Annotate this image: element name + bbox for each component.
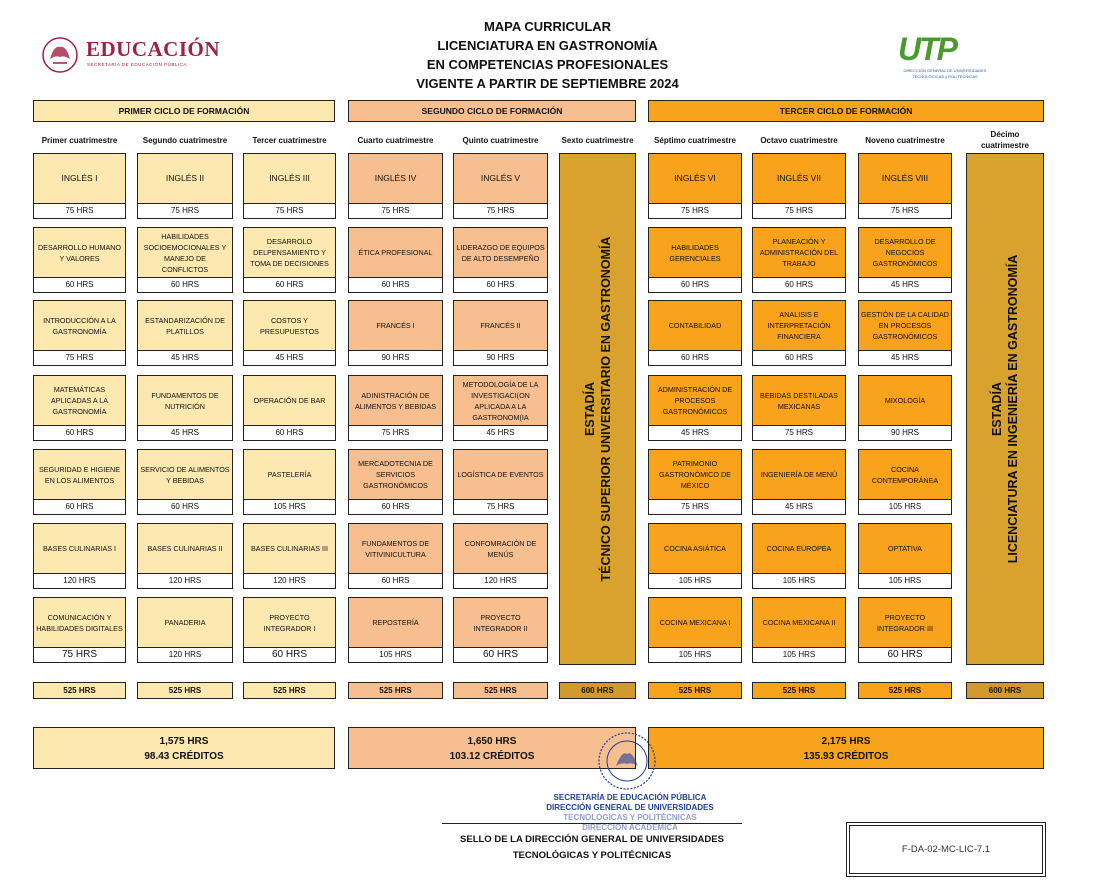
cycle-header-1: PRIMER CICLO DE FORMACIÓN [33, 100, 335, 122]
total-hours-1: 525 HRS [33, 682, 126, 699]
subject-hours: 90 HRS [348, 350, 443, 366]
seal-line-4: DIRECCIÓN ACADÉMICA [582, 823, 678, 832]
subject-hours: 75 HRS [137, 203, 233, 219]
utp-logo-subtitle-2: TECNOLÓGICAS y POLITÉCNICAS [912, 74, 978, 79]
signature-line [442, 823, 742, 824]
subject-cell: INGLÉS V [453, 153, 548, 203]
column-header-4: Cuarto cuatrimestre [357, 135, 434, 145]
subject-hours: 120 HRS [137, 573, 233, 589]
summary-cycle-1 [33, 727, 335, 769]
subject-hours: 105 HRS [858, 573, 952, 589]
subject-hours: 60 HRS [243, 425, 336, 441]
column-header-6: Sexto cuatrimestre [561, 135, 634, 145]
subject-hours: 105 HRS [243, 499, 336, 515]
subject-cell: DESARROLO DELPENSAMIENTO Y TOMA DE DECISIONES [243, 227, 336, 277]
subject-hours: 75 HRS [648, 499, 742, 515]
subject-hours: 60 HRS [348, 277, 443, 293]
subject-hours: 60 HRS [348, 573, 443, 589]
subject-cell: PASTELERÍA [243, 449, 336, 499]
subject-cell: CONTABILIDAD [648, 300, 742, 350]
subject-cell: PROYECTO INTEGRADOR I [243, 597, 336, 647]
seal-text [540, 793, 720, 833]
subject-cell: INGLÉS II [137, 153, 233, 203]
subject-hours: 60 HRS [348, 499, 443, 515]
cycle-header-3: TERCER CICLO DE FORMACIÓN [648, 100, 1044, 122]
subject-hours: 75 HRS [243, 203, 336, 219]
subject-hours: 75 HRS [348, 203, 443, 219]
subject-hours: 75 HRS [33, 203, 126, 219]
subject-hours: 105 HRS [348, 647, 443, 663]
seal-line-1: SECRETARÍA DE EDUCACIÓN PÚBLICA [553, 793, 707, 802]
subject-hours: 45 HRS [453, 425, 548, 441]
subject-cell: PANADERIA [137, 597, 233, 647]
total-hours-2: 525 HRS [137, 682, 233, 699]
column-header-9: Noveno cuatrimestre [865, 135, 945, 145]
subject-hours: 60 HRS [858, 647, 952, 663]
subject-cell: SEGURIDAD E HIGIENE EN LOS ALIMENTOS [33, 449, 126, 499]
subject-cell: CONFOMRACIÓN DE MENÚS [453, 523, 548, 573]
subject-cell: HABILIDADES SOCIOEMOCIONALES Y MANEJO DE CONFLICTOS [137, 227, 233, 277]
subject-hours: 105 HRS [648, 573, 742, 589]
subject-cell: FRANCÉS II [453, 300, 548, 350]
subject-hours: 75 HRS [33, 647, 126, 663]
subject-cell: INGLÉS VII [752, 153, 846, 203]
summary-cycle-1-hours: 1,575 HRS [159, 736, 209, 747]
subject-hours: 105 HRS [648, 647, 742, 663]
subject-hours: 75 HRS [348, 425, 443, 441]
subject-hours: 60 HRS [243, 277, 336, 293]
doc-code: F-DA-02-MC-LIC-7.1 [849, 825, 1043, 874]
subject-cell: OPTATIVA [858, 523, 952, 573]
subject-cell: INGLÉS I [33, 153, 126, 203]
summary-cycle-3 [648, 727, 1044, 769]
subject-cell: REPOSTERÍA [348, 597, 443, 647]
subject-cell: PLANEACIÓN Y ADMINISTRACIÓN DEL TRABAJO [752, 227, 846, 277]
estadia-licenciatura [966, 153, 1044, 665]
subject-hours: 105 HRS [752, 573, 846, 589]
utp-logo-text: UTP [898, 31, 956, 67]
subject-hours: 120 HRS [137, 647, 233, 663]
subject-hours: 75 HRS [752, 425, 846, 441]
subject-cell: COMUNICACIÓN Y HABILIDADES DIGITALES [33, 597, 126, 647]
document-title [300, 17, 795, 93]
seal-line-3: TECNOLÓGICAS Y POLITÉCNICAS [563, 813, 697, 822]
cycle-header-2: SEGUNDO CICLO DE FORMACIÓN [348, 100, 636, 122]
subject-cell: ANALISIS E INTERPRETACIÓN FINANCIERA [752, 300, 846, 350]
subject-hours: 60 HRS [453, 277, 548, 293]
sep-logo-subtitle: SECRETARÍA DE EDUCACIÓN PÚBLICA [87, 62, 187, 67]
subject-cell: ADMINISTRACIÓN DE PROCESOS GASTRONÓMICOS [648, 375, 742, 425]
subject-hours: 90 HRS [858, 425, 952, 441]
estadia-tsu-label: ESTADÍA TÉCNICO SUPERIOR UNIVERSITARIO EN GASTRONOMÍA [582, 236, 613, 582]
subject-cell: PROYECTO INTEGRADOR III [858, 597, 952, 647]
subject-cell: COCINA CONTEMPORÁNEA [858, 449, 952, 499]
subject-cell: INGLÉS III [243, 153, 336, 203]
subject-hours: 60 HRS [648, 350, 742, 366]
column-header-7: Séptimo cuatrimestre [654, 135, 736, 145]
subject-cell: PATRIMONIO GASTRONÓMICO DE MÉXICO [648, 449, 742, 499]
subject-hours: 60 HRS [137, 277, 233, 293]
subject-cell: LOGÍSTICA DE EVENTOS [453, 449, 548, 499]
subject-cell: DESARROLLO DE NEGOCIOS GASTRONÓMICOS [858, 227, 952, 277]
subject-hours: 75 HRS [33, 350, 126, 366]
total-hours-10: 600 HRS [966, 682, 1044, 699]
subject-cell: COCINA ASIÁTICA [648, 523, 742, 573]
sep-logo-text: EDUCACIÓN [86, 37, 221, 61]
subject-hours: 75 HRS [453, 203, 548, 219]
subject-hours: 60 HRS [453, 647, 548, 663]
subject-hours: 60 HRS [33, 277, 126, 293]
official-seal-icon [592, 730, 662, 792]
total-hours-8: 525 HRS [752, 682, 846, 699]
column-header-10: Décimo cuatrimestre [980, 130, 1030, 150]
subject-hours: 60 HRS [243, 647, 336, 663]
subject-cell: BASES CULINARIAS II [137, 523, 233, 573]
column-header-5: Quinto cuatrimestre [462, 135, 539, 145]
subject-hours: 60 HRS [33, 425, 126, 441]
subject-cell: BASES CULINARIAS I [33, 523, 126, 573]
subject-cell: OPERACIÓN DE BAR [243, 375, 336, 425]
seal-caption-line-2: TECNOLÓGICAS Y POLITÉCNICAS [512, 850, 672, 861]
sep-logo [40, 35, 245, 75]
summary-cycle-2-hours: 1,650 HRS [467, 736, 517, 747]
seal-caption [412, 832, 772, 864]
estadia-licenciatura-label: ESTADÍA LICENCIATURA EN INGENIERÍA EN GASTRONOMÍA [990, 254, 1020, 564]
total-hours-4: 525 HRS [348, 682, 443, 699]
subject-hours: 45 HRS [858, 350, 952, 366]
subject-cell: COCINA MEXICANA II [752, 597, 846, 647]
subject-cell: BEBIDAS DESTILADAS MEXICANAS [752, 375, 846, 425]
utp-logo [890, 31, 1000, 80]
subject-hours: 75 HRS [858, 203, 952, 219]
subject-cell: DESARROLLO HUMANO Y VALORES [33, 227, 126, 277]
subject-hours: 45 HRS [752, 499, 846, 515]
total-hours-3: 525 HRS [243, 682, 336, 699]
subject-cell: FRANCÉS I [348, 300, 443, 350]
subject-hours: 90 HRS [453, 350, 548, 366]
total-hours-9: 525 HRS [858, 682, 952, 699]
subject-cell: BASES CULINARIAS III [243, 523, 336, 573]
subject-cell: INGLÉS VI [648, 153, 742, 203]
total-hours-7: 525 HRS [648, 682, 742, 699]
title-line-1: MAPA CURRICULAR [483, 19, 612, 34]
subject-cell: GESTIÓN DE LA CALIDAD EN PROCESOS GASTRONÓMICOS [858, 300, 952, 350]
seal-caption-line-1: SELLO DE LA DIRECCIÓN GENERAL DE UNIVERSIDADES [460, 834, 724, 845]
subject-cell: HABILIDADES GERENCIALES [648, 227, 742, 277]
subject-hours: 45 HRS [858, 277, 952, 293]
column-header-3: Tercer cuatrimestre [252, 135, 327, 145]
subject-hours: 45 HRS [648, 425, 742, 441]
title-line-2: LICENCIATURA EN GASTRONOMÍA [437, 38, 658, 53]
subject-hours: 60 HRS [648, 277, 742, 293]
estadia-tsu [559, 153, 636, 665]
subject-cell: SERVICIO DE ALIMENTOS Y BEBIDAS [137, 449, 233, 499]
subject-cell: MATEMÁTICAS APLICADAS A LA GASTRONOMÍA [33, 375, 126, 425]
subject-cell: FUNDAMENTOS DE NUTRICIÓN [137, 375, 233, 425]
subject-hours: 45 HRS [243, 350, 336, 366]
summary-cycle-2-credits: 103.12 CRÉDITOS [449, 751, 535, 762]
summary-cycle-1-credits: 98.43 CRÉDITOS [144, 751, 224, 762]
subject-cell: COCINA MEXICANA I [648, 597, 742, 647]
subject-cell: MIXOLOGÍA [858, 375, 952, 425]
subject-cell: LIDERAZGO DE EQUIPOS DE ALTO DESEMPEÑO [453, 227, 548, 277]
title-line-4: VIGENTE A PARTIR DE SEPTIEMBRE 2024 [416, 76, 679, 91]
subject-cell: ÉTICA PROFESIONAL [348, 227, 443, 277]
subject-cell: ADINISTRACIÓN DE ALIMENTOS Y BEBIDAS [348, 375, 443, 425]
subject-cell: FUNDAMENTOS DE VITIVINICULTURA [348, 523, 443, 573]
subject-hours: 75 HRS [648, 203, 742, 219]
subject-hours: 60 HRS [33, 499, 126, 515]
subject-cell: INGENIERÍA DE MENÚ [752, 449, 846, 499]
subject-hours: 120 HRS [33, 573, 126, 589]
subject-hours: 60 HRS [137, 499, 233, 515]
subject-cell: INGLÉS VIII [858, 153, 952, 203]
column-header-2: Segundo cuatrimestre [142, 135, 228, 145]
subject-cell: METODOLOGÍA DE LA INVESTIGACI(ON APLICADA A LA GASTRONOM(IA [453, 375, 548, 425]
total-hours-5: 525 HRS [453, 682, 548, 699]
column-header-1: Primer cuatrimestre [41, 135, 118, 145]
summary-cycle-3-hours: 2,175 HRS [821, 736, 871, 747]
column-header-8: Octavo cuatrimestre [760, 135, 838, 145]
subject-hours: 60 HRS [752, 277, 846, 293]
subject-hours: 105 HRS [752, 647, 846, 663]
seal-line-2: DIRECCIÓN GENERAL DE UNIVERSIDADES [546, 803, 714, 812]
utp-logo-subtitle-1: DIRECCIÓN GENERAL DE UNIVERSIDADES [903, 68, 987, 73]
subject-hours: 75 HRS [453, 499, 548, 515]
total-hours-6: 600 HRS [559, 682, 636, 699]
title-line-3: EN COMPETENCIAS PROFESIONALES [426, 57, 669, 72]
subject-hours: 45 HRS [137, 425, 233, 441]
eagle-emblem-icon [40, 35, 80, 75]
subject-cell: INGLÉS IV [348, 153, 443, 203]
subject-hours: 105 HRS [858, 499, 952, 515]
subject-cell: ESTANDARIZACIÓN DE PLATILLOS [137, 300, 233, 350]
subject-hours: 75 HRS [752, 203, 846, 219]
subject-cell: COCINA EUROPEA [752, 523, 846, 573]
subject-hours: 45 HRS [137, 350, 233, 366]
subject-hours: 120 HRS [453, 573, 548, 589]
subject-cell: MERCADOTECNIA DE SERVICIOS GASTRONÓMICOS [348, 449, 443, 499]
subject-hours: 60 HRS [752, 350, 846, 366]
subject-cell: COSTOS Y PRESUPUESTOS [243, 300, 336, 350]
summary-cycle-3-credits: 135.93 CRÉDITOS [803, 751, 889, 762]
subject-hours: 120 HRS [243, 573, 336, 589]
subject-cell: PROYECTO INTEGRADOR II [453, 597, 548, 647]
doc-code-box [846, 822, 1046, 877]
subject-cell: INTRODUCCIÓN A LA GASTRONOMÍA [33, 300, 126, 350]
